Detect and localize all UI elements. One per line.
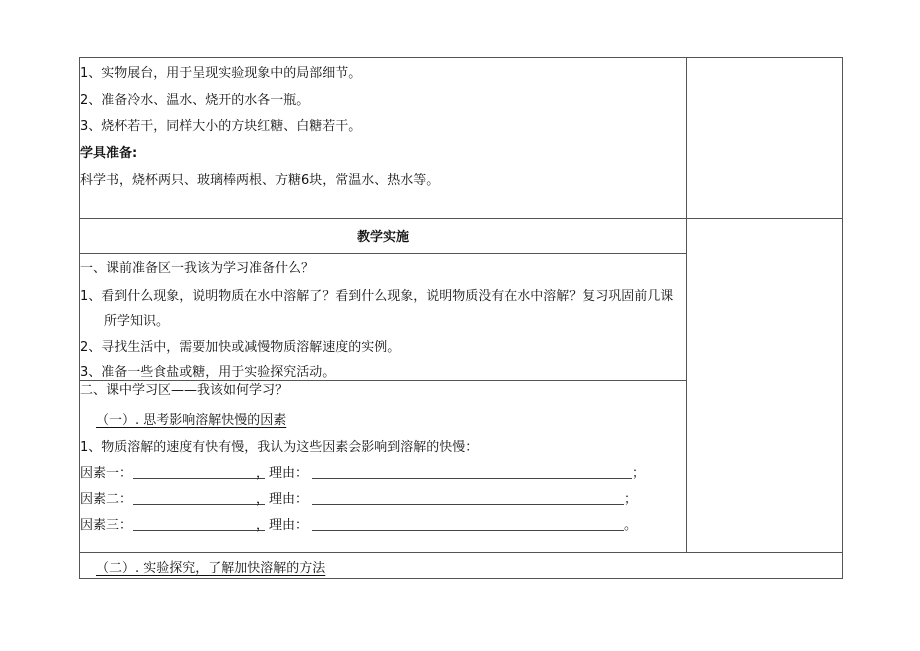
factor-3-label: 因素三： <box>80 518 133 533</box>
row-divider-teaching <box>79 218 842 219</box>
factor-3-input-line[interactable] <box>133 530 265 531</box>
section1-item3: 3、准备一些食盐或糖，用于实验探究活动。 <box>80 365 336 380</box>
student-materials-items: 科学书，烧杯两只、玻璃棒两根、方糖6块，常温水、热水等。 <box>80 173 440 188</box>
section1-item1-line1: 1、看到什么现象，说明物质在水中溶解了？看到什么现象，说明物质没有在水中溶解？复习巩固前几课 <box>80 289 674 304</box>
student-materials-heading: 学具准备: <box>80 146 138 161</box>
section1-item1-line2: 所学知识。 <box>104 314 170 329</box>
table-right-border <box>842 57 843 579</box>
factor-1-input-line[interactable] <box>133 478 265 479</box>
section2-title: 二、课中学习区——我该如何学习？ <box>80 383 289 398</box>
reason-2-input-line[interactable] <box>312 504 624 505</box>
row-divider-heading <box>79 253 686 254</box>
column-divider <box>686 57 687 553</box>
table-bottom-border <box>79 578 842 579</box>
reason-3-input-line[interactable] <box>312 530 624 531</box>
table-top-border <box>79 57 842 58</box>
section1-item2: 2、寻找生活中，需要加快或减慢物质溶解速度的实例。 <box>80 340 401 355</box>
teacher-item-1: 1、实物展台，用于呈现实验现象中的局部细节。 <box>80 66 362 81</box>
section-heading-teaching: 教学实施 <box>356 230 409 245</box>
row-divider-bottom-left <box>79 552 842 553</box>
factor-1-reason-label: ，理由： <box>256 466 309 481</box>
factor-1-end: ； <box>632 466 646 481</box>
teacher-item-3: 3、烧杯若干，同样大小的方块红糖、白糖若干。 <box>80 119 362 134</box>
sub1-title: （一）. 思考影响溶解快慢的因素 <box>96 413 287 428</box>
factor-2-input-line[interactable] <box>133 504 265 505</box>
reason-1-input-line[interactable] <box>312 478 632 479</box>
section1-title: 一、课前准备区一我该为学习准备什么？ <box>80 261 315 276</box>
sub2-title: （二）. 实验探究，了解加快溶解的方法 <box>96 561 326 576</box>
factor-2-label: 因素二： <box>80 492 133 507</box>
factor-3-reason-label: ，理由： <box>256 518 309 533</box>
teacher-item-2: 2、准备冷水、温水、烧开的水各一瓶。 <box>80 93 310 108</box>
factor-1-label: 因素一： <box>80 466 133 481</box>
sub1-question: 1、物质溶解的速度有快有慢，我认为这些因素会影响到溶解的快慢： <box>80 440 479 455</box>
factor-3-end: 。 <box>624 518 638 533</box>
factor-2-reason-label: ，理由： <box>256 492 309 507</box>
factor-2-end: ； <box>624 492 638 507</box>
